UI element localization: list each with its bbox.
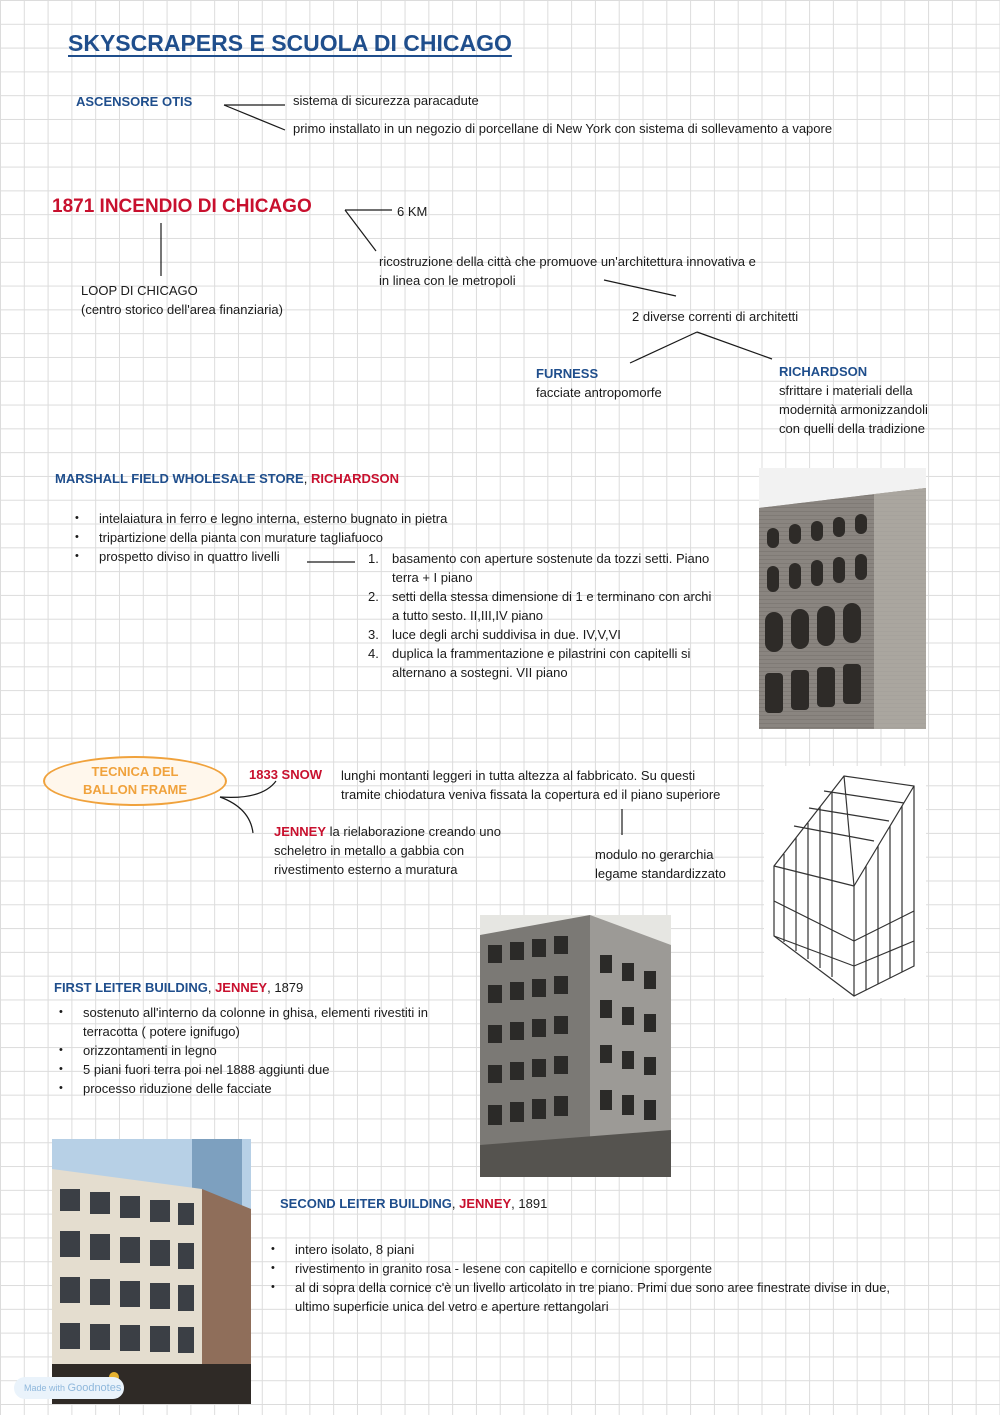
level-number: 3. xyxy=(368,627,379,642)
bullet-text: ultimo superficie unica del vetro e aperture rettangolari xyxy=(295,1299,609,1314)
snow-desc xyxy=(341,766,720,804)
level-number: 4. xyxy=(368,646,379,661)
richardson-block xyxy=(779,362,928,438)
made-with-badge[interactable] xyxy=(14,1377,124,1399)
list-item: • tripartizione della pianta con murature tagliafuoco xyxy=(75,528,495,547)
level-text: a tutto sesto. II,III,IV piano xyxy=(392,608,544,623)
second-leiter-title-red: JENNEY xyxy=(459,1196,512,1211)
level-text: basamento con aperture sostenute da tozzi setti. Piano xyxy=(392,551,710,566)
first-leiter-year: , 1879 xyxy=(267,980,304,995)
fire-label: 1871 INCENDIO DI CHICAGO xyxy=(52,196,312,217)
snow-desc-2: tramite chiodatura veniva fissata la copertura ed il piano superiore xyxy=(341,787,721,802)
list-item xyxy=(59,1003,479,1041)
rebuild-line-1: ricostruzione della città che promuove un'architettura innovativa e xyxy=(379,254,756,269)
balloon-frame-image xyxy=(764,766,926,998)
modulo-line-2: legame standardizzato xyxy=(595,866,726,881)
badge-made: Made with xyxy=(24,1383,68,1393)
level-number: 1. xyxy=(368,551,379,566)
furness-block xyxy=(536,364,662,402)
level-text: luce degli archi suddivisa in due. IV,V,VI xyxy=(392,627,621,642)
title-sep: , xyxy=(207,980,216,995)
marshall-title-sep: , xyxy=(303,471,311,486)
rebuild-line-2: in linea con le metropoli xyxy=(379,273,516,288)
loop-line-1: LOOP DI CHICAGO xyxy=(81,283,198,298)
list-item: • intelaiatura in ferro e legno interna, esterno bugnato in pietra xyxy=(75,509,495,528)
currents-to-furness xyxy=(630,332,697,363)
second-leiter-title xyxy=(280,1194,547,1213)
bullet-text: • orizzontamenti in legno xyxy=(83,1043,217,1058)
list-item xyxy=(59,1060,479,1079)
first-leiter-title xyxy=(54,978,303,997)
bullet-text: • processo riduzione delle facciate xyxy=(83,1081,272,1096)
furness-desc: facciate antropomorfe xyxy=(536,385,662,400)
bullet-text: terracotta ( potere ignifugo) xyxy=(83,1024,240,1039)
jenney-desc-1: la rielaborazione creando uno xyxy=(326,824,501,839)
list-item xyxy=(368,549,748,587)
list-item xyxy=(271,1240,971,1259)
level-number: 2. xyxy=(368,589,379,604)
badge-brand: Goodnotes xyxy=(67,1382,122,1394)
richardson-name: RICHARDSON xyxy=(779,364,868,379)
list-item: • prospetto diviso in quattro livelli xyxy=(75,547,495,566)
balloon-frame-oval xyxy=(43,756,227,806)
first-leiter-title-blue: FIRST LEITER BUILDING xyxy=(54,980,208,995)
currents-text: 2 diverse correnti di architetti xyxy=(632,309,799,324)
modulo-text xyxy=(595,845,726,883)
second-leiter-photo xyxy=(52,1139,251,1404)
list-item xyxy=(59,1041,479,1060)
marshall-levels xyxy=(368,549,748,682)
richardson-desc-3: con quelli della tradizione xyxy=(779,421,925,436)
loop-text xyxy=(81,281,283,319)
first-leiter-title-red: JENNEY xyxy=(215,980,268,995)
furness-name: FURNESS xyxy=(536,366,599,381)
oval-line-1: TECNICA DEL xyxy=(91,764,179,779)
modulo-line-1: modulo no gerarchia xyxy=(595,847,714,862)
second-leiter-bullets xyxy=(271,1240,971,1316)
marshall-title-blue: MARSHALL FIELD WHOLESALE STORE xyxy=(55,471,304,486)
fire-line-rebuild xyxy=(345,210,376,251)
otis-line-2 xyxy=(224,105,285,130)
level-text: alternano a sostegni. VII piano xyxy=(392,665,568,680)
second-leiter-image xyxy=(52,1139,251,1404)
level-text: duplica la frammentazione e pilastrini con capitelli si xyxy=(392,646,691,661)
jenney-desc-3: rivestimento esterno a muratura xyxy=(274,862,458,877)
currents-to-richardson xyxy=(697,332,772,359)
rebuild-text xyxy=(379,252,756,290)
balloon-frame-drawing xyxy=(764,766,926,998)
marshall-title-red: RICHARDSON xyxy=(310,471,400,486)
jenney-label: JENNEY xyxy=(274,824,327,839)
snow-label: 1833 SNOW xyxy=(249,767,322,782)
marshall-field-photo xyxy=(759,468,926,729)
bullet-text: • sostenuto all'interno da colonne in ghisa, elementi rivestiti in xyxy=(83,1005,429,1020)
title-sep: , xyxy=(451,1196,460,1211)
list-item xyxy=(368,644,748,682)
richardson-desc-2: modernità armonizzandoli xyxy=(779,402,928,417)
list-item xyxy=(368,625,748,644)
marshall-field-image xyxy=(759,468,926,729)
otis-item-2: primo installato in un negozio di porcellane di New York con sistema di sollevamento a vapore xyxy=(293,121,833,136)
jenney-desc-2: scheletro in metallo a gabbia con xyxy=(274,843,465,858)
richardson-desc-1: sfrittare i materiali della xyxy=(779,383,913,398)
bullet-text: • intero isolato, 8 piani xyxy=(295,1242,415,1257)
bullet-text: • 5 piani fuori terra poi nel 1888 aggiunti due xyxy=(83,1062,330,1077)
bullet-text: • al di sopra della cornice c'è un livello articolato in tre piano. Primi due sono aree finestrate divise in due, xyxy=(295,1280,891,1295)
first-leiter-photo xyxy=(480,915,671,1177)
list-item xyxy=(271,1259,971,1278)
oval-to-jenney xyxy=(220,797,253,833)
loop-line-2: (centro storico dell'area finanziaria) xyxy=(81,302,283,317)
list-item xyxy=(368,587,748,625)
list-item xyxy=(59,1079,479,1098)
list-item xyxy=(271,1278,971,1316)
marshall-title xyxy=(55,469,399,488)
bullet-text: • rivestimento in granito rosa - lesene con capitello e cornicione sporgente xyxy=(295,1261,712,1276)
snow-desc-1: lunghi montanti leggeri in tutta altezza al fabbricato. Su questi xyxy=(341,768,696,783)
fire-km: 6 KM xyxy=(397,204,428,219)
second-leiter-year: , 1891 xyxy=(511,1196,548,1211)
first-leiter-bullets xyxy=(59,1003,479,1098)
level-text: terra + I piano xyxy=(392,570,473,585)
otis-label: ASCENSORE OTIS xyxy=(76,94,193,109)
otis-item-1: sistema di sicurezza paracadute xyxy=(293,93,479,108)
level-text: setti della stessa dimensione di 1 e terminano con archi xyxy=(392,589,712,604)
second-leiter-title-blue: SECOND LEITER BUILDING xyxy=(280,1196,452,1211)
oval-line-2: BALLON FRAME xyxy=(83,782,187,797)
page-title: SKYSCRAPERS E SCUOLA DI CHICAGO xyxy=(68,30,512,56)
first-leiter-image xyxy=(480,915,671,1177)
jenney-desc xyxy=(274,822,501,879)
